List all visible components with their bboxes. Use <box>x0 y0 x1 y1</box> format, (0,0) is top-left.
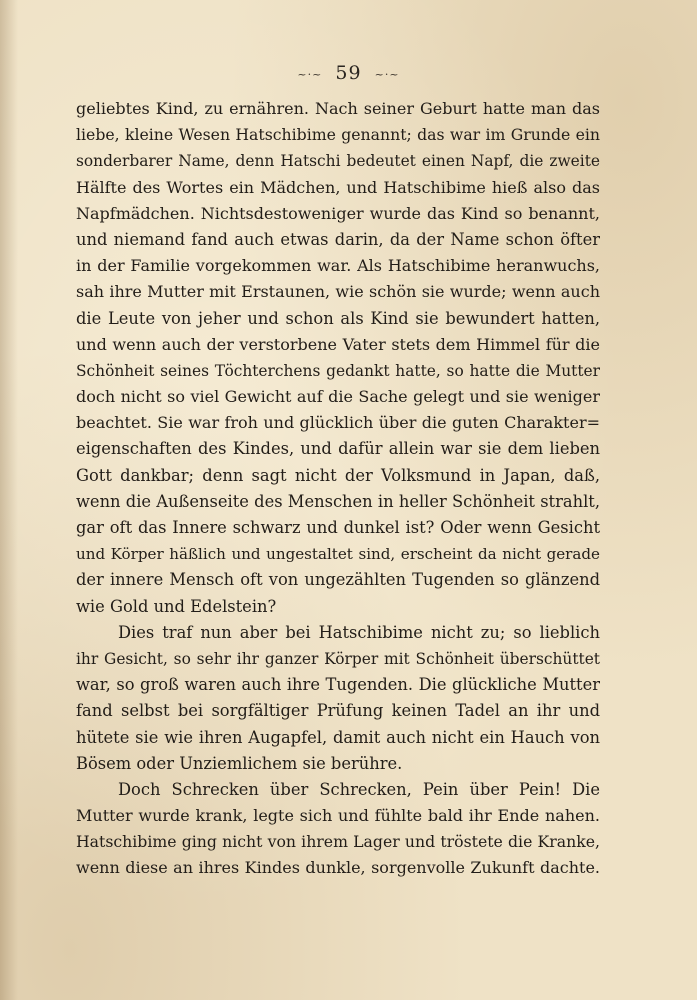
text-line: Dies traf nun aber bei Hatschibime nicht zu; so lieblich <box>118 622 600 642</box>
text-line: gar oft das Innere schwarz und dunkel ist? Oder wenn Gesicht <box>76 518 600 537</box>
text-line: sah ihre Mutter mit Erstaunen, wie schön sie wurde; wenn auch <box>76 282 600 302</box>
ornament-left: ~·~ <box>297 67 323 81</box>
text-line: fand selbst bei sorgfältiger Prüfung keinen Tadel an ihr und <box>76 701 600 721</box>
text-line: und Körper häßlich und ungestaltet sind, erscheint da nicht gerade <box>76 545 600 564</box>
text-line: und niemand fand auch etwas darin, da der Name schon öfter <box>76 229 600 249</box>
text-line: Gott dankbar; denn sagt nicht der Volksmund in Japan, daß, <box>76 465 600 485</box>
text-line: wenn die Außenseite des Menschen in heller Schönheit strahlt, <box>76 491 600 511</box>
text-line: Napfmädchen. Nichtsdestoweniger wurde das Kind so benannt, <box>76 203 600 223</box>
page-number: 59 <box>335 62 362 84</box>
text-line: die Leute von jeher und schon als Kind sie bewundert hatten, <box>76 308 600 328</box>
ornament-right: ~·~ <box>374 67 400 81</box>
text-line: der innere Mensch oft von ungezählten Tugenden so glänzend <box>76 570 600 590</box>
text-line: Doch Schrecken über Schrecken, Pein über Pein! Die <box>118 779 600 799</box>
text-line: wie Gold und Edelstein? <box>76 596 277 616</box>
text-line: sonderbarer Name, denn Hatschi bedeutet einen Napf, die zweite <box>76 152 600 171</box>
text-line: Schönheit seines Töchterchens gedankt hatte, so hatte die Mutter <box>76 361 600 380</box>
text-line: beachtet. Sie war froh und glücklich über die guten Charakter= <box>76 413 600 433</box>
spine-shadow <box>0 0 18 1000</box>
text-line: und wenn auch der verstorbene Vater stets dem Himmel für die <box>76 334 600 354</box>
text-line: Bösem oder Unziemlichem sie berühre. <box>76 753 403 773</box>
text-line: doch nicht so viel Gewicht auf die Sache gelegt und sie weniger <box>76 387 600 407</box>
text-line: ihr Gesicht, so sehr ihr ganzer Körper mit Schönheit überschüttet <box>76 649 600 668</box>
text-line: wenn diese an ihres Kindes dunkle, sorgenvolle Zukunft dachte. <box>76 858 600 878</box>
text-line: geliebtes Kind, zu ernähren. Nach seiner Geburt hatte man das <box>76 99 600 118</box>
text-line: Mutter wurde krank, legte sich und fühlte bald ihr Ende nahen. <box>76 806 600 826</box>
text-line: Hälfte des Wortes ein Mädchen, und Hatschibime hieß also das <box>76 177 600 197</box>
text-line: war, so groß waren auch ihre Tugenden. Die glückliche Mutter <box>76 675 600 695</box>
text-line: eigenschaften des Kindes, und dafür allein war sie dem lieben <box>76 439 600 459</box>
text-line: liebe, kleine Wesen Hatschibime genannt; das war im Grunde ein <box>76 125 600 145</box>
text-line: in der Familie vorgekommen war. Als Hatschibime heranwuchs, <box>76 256 600 276</box>
text-line: Hatschibime ging nicht von ihrem Lager und tröstete die Kranke, <box>76 832 600 852</box>
body-text <box>76 96 600 882</box>
text-line: hütete sie wie ihren Augapfel, damit auch nicht ein Hauch von <box>76 727 600 747</box>
page-header <box>0 62 697 84</box>
